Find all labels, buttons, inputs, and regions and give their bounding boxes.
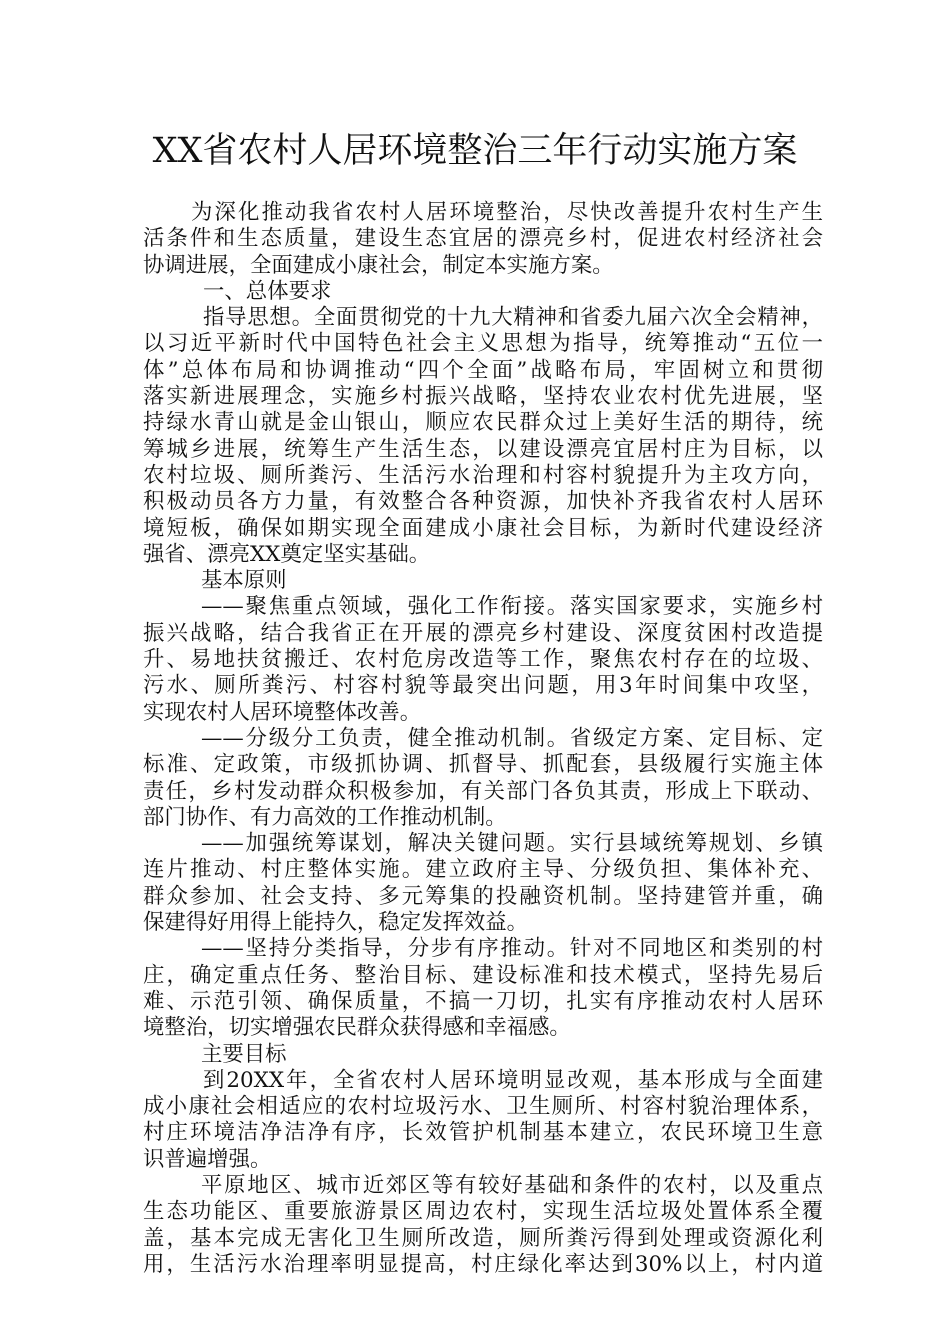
paragraph-line: 实现农村人居环境整体改善。 <box>143 699 422 725</box>
paragraph-line: 成小康社会相适应的农村垃圾污水、卫生厕所、村容村貌治理体系， <box>143 1094 823 1120</box>
paragraph-line: ——坚持分类指导，分步有序推动。针对不同地区和类别的村 <box>201 936 823 962</box>
paragraph-line: 持绿水青山就是金山银山，顺应农民群众过上美好生活的期待，统 <box>143 410 823 436</box>
paragraph-line: 境整治，切实增强农民群众获得感和幸福感。 <box>143 1015 571 1041</box>
paragraph-line: 为深化推动我省农村人居环境整治，尽快改善提升农村生产生 <box>191 200 823 225</box>
paragraph-line: 保建得好用得上能持久，稳定发挥效益。 <box>143 910 529 936</box>
section-heading: 主要目标 <box>201 1041 287 1067</box>
paragraph-line: 识普遍增强。 <box>143 1146 272 1172</box>
paragraph-line: 协调进展，全面建成小康社会，制定本实施方案。 <box>143 252 614 278</box>
paragraph-line: 责任，乡村发动群众积极参加，有关部门各负其责，形成上下联动、 <box>143 778 823 804</box>
paragraph-line: 农村垃圾、厕所粪污、生活污水治理和村容村貌提升为主攻方向， <box>143 462 823 488</box>
section-heading: 基本原则 <box>201 568 287 594</box>
paragraph-line: 境短板，确保如期实现全面建成小康社会目标，为新时代建设经济 <box>143 515 823 541</box>
paragraph-line: 筹城乡进展，统筹生产生活生态，以建设漂亮宜居村庄为目标，以 <box>143 436 823 462</box>
paragraph-line: 体”总体布局和协调推动“四个全面”战略布局，牢固树立和贯彻 <box>143 357 823 383</box>
paragraph-line: 群众参加、社会支持、多元筹集的投融资机制。坚持建管并重，确 <box>143 883 823 909</box>
paragraph-line: 庄，确定重点任务、整治目标、建设标准和技术模式，坚持先易后 <box>143 962 823 988</box>
paragraph-line: 强省、漂亮XX奠定坚实基础。 <box>143 541 431 567</box>
paragraph-line: 污水、厕所粪污、村容村貌等最突出问题，用3年时间集中攻坚， <box>143 673 823 699</box>
section-heading: 一、总体要求 <box>203 278 332 304</box>
paragraph-line: 平原地区、城市近郊区等有较好基础和条件的农村，以及重点 <box>201 1172 823 1198</box>
paragraph-line: 振兴战略，结合我省正在开展的漂亮乡村建设、深度贫困村改造提 <box>143 620 823 646</box>
paragraph-line: 落实新进展理念，实施乡村振兴战略，坚持农业农村优先进展，坚 <box>143 384 823 410</box>
document-body <box>143 200 823 1278</box>
paragraph-line: 以习近平新时代中国特色社会主义思想为指导，统筹推动“五位一 <box>143 331 823 357</box>
paragraph-line: 指导思想。全面贯彻党的十九大精神和省委九届六次全会精神， <box>203 305 823 331</box>
paragraph-line: ——加强统筹谋划，解决关键问题。实行县域统筹规划、乡镇 <box>201 831 823 857</box>
paragraph-line: 难、示范引领、确保质量，不搞一刀切，扎实有序推动农村人居环 <box>143 988 823 1014</box>
paragraph-line: 活条件和生态质量，建设生态宜居的漂亮乡村，促进农村经济社会 <box>143 226 823 252</box>
paragraph-line: ——分级分工负责，健全推动机制。省级定方案、定目标、定 <box>201 725 823 751</box>
paragraph-line: 用，生活污水治理率明显提高，村庄绿化率达到30%以上，村内道 <box>143 1251 823 1277</box>
paragraph-line: 盖，基本完成无害化卫生厕所改造，厕所粪污得到处理或资源化利 <box>143 1225 823 1251</box>
paragraph-line: 连片推动、村庄整体实施。建立政府主导、分级负担、集体补充、 <box>143 857 823 883</box>
paragraph-line: 村庄环境洁净洁净有序，长效管护机制基本建立，农民环境卫生意 <box>143 1120 823 1146</box>
paragraph-line: ——聚焦重点领域，强化工作衔接。落实国家要求，实施乡村 <box>201 594 823 620</box>
document-title: XX省农村人居环境整治三年行动实施方案 <box>152 131 798 171</box>
paragraph-line: 标准、定政策，市级抓协调、抓督导、抓配套，县级履行实施主体 <box>143 752 823 778</box>
paragraph-line: 部门协作、有力高效的工作推动机制。 <box>143 804 507 830</box>
paragraph-line: 生态功能区、重要旅游景区周边农村，实现生活垃圾处置体系全覆 <box>143 1199 823 1225</box>
paragraph-line: 积极动员各方力量，有效整合各种资源，加快补齐我省农村人居环 <box>143 489 823 515</box>
paragraph-line: 到20XX年，全省农村人居环境明显改观，基本形成与全面建 <box>203 1067 823 1093</box>
paragraph-line: 升、易地扶贫搬迁、农村危房改造等工作，聚焦农村存在的垃圾、 <box>143 647 823 673</box>
